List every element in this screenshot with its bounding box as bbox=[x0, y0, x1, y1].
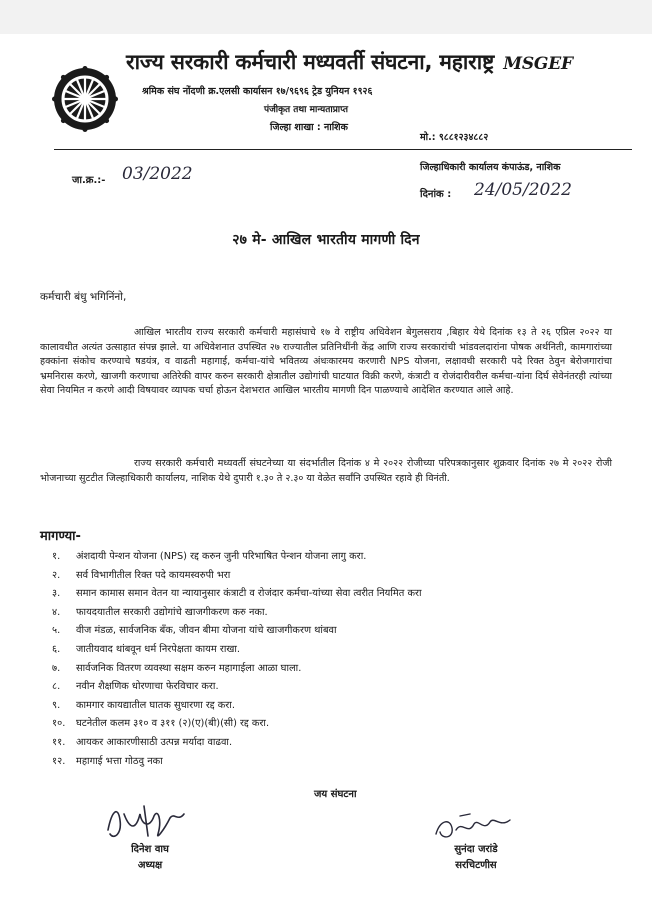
demand-number: ३. bbox=[52, 588, 61, 600]
letter-page bbox=[0, 34, 652, 905]
salutation: कर्मचारी बंधु भगिनिंनो, bbox=[40, 291, 127, 303]
demand-number: ६. bbox=[52, 643, 61, 655]
registration-line: श्रमिक संघ नोंदणी क्र.एलसी कार्यासन १७/९६९६ ट्रेड युनियन १९२६ bbox=[142, 86, 373, 97]
demand-item bbox=[52, 716, 422, 735]
demand-number: २. bbox=[52, 569, 61, 581]
reference-label: जा.क्र.:- bbox=[72, 175, 106, 186]
org-name bbox=[126, 48, 573, 76]
demand-text: अंशदायी पेन्शन योजना (NPS) रद्द करुन जुनी परिभाषित पेन्शन योजना लागु करा. bbox=[76, 551, 367, 562]
signature-left bbox=[100, 800, 210, 844]
demand-item bbox=[52, 642, 422, 661]
demand-number: १२. bbox=[52, 755, 66, 767]
demand-text: आयकर आकारणीसाठी उत्पन्न मर्यादा वाढवा. bbox=[76, 736, 233, 748]
office-address: जिल्हाधिकारी कार्यालय कंपाऊंड, नाशिक bbox=[420, 162, 561, 173]
demand-item bbox=[52, 679, 422, 698]
demand-text: वीज मंडळ, सार्वजनिक बँक, जीवन बीमा योजना यांचे खाजगीकरण थांबवा bbox=[76, 625, 337, 637]
org-name-text: राज्य सरकारी कर्मचारी मध्यवर्ती संघटना, महाराष्ट्र bbox=[126, 50, 495, 74]
president-name: दिनेश वाघ bbox=[131, 844, 169, 855]
body-paragraph: आखिल भारतीय राज्य सरकारी कर्मचारी महासंघाचे १७ वे राष्ट्रीय अधिवेशन बेगुलसराय ,बिहार येथे दिनांक १३ ते २६ एप्रिल २०२२ या कालावधीत अत्यंत उत्साहात संपन्न झाले. या अधिवेशनात उपस्थित २७ राज्यातील प्रतिनिधींनी केंद्र आणि राज्य सरकारांची भांडवलदारांना पोषक अर्थनिती, कामगारांच्या हक्कांना संकोच करण्याचे षडयंत्र, व वाढती महागाई, कर्मचा-यांचे भवितव्य अंधःकारमय करणारी NPS योजना, लक्षावधी सरकारी पदे रिक्त ठेवुन बेरोजगारांचा भ्रमनिरास करणे, खाजगी करणाचा अतिरेकी वापर करुन सरकारी क्षेत्रातील उद्योगांची घाटयात विक्री करणे, कंत्राटी व रोजंदारीवरील कर्मचा-यांना दिर्घ सेवेनंतरही त्यांच्या सेवा नियमित न करणे आदी विषयावर व्यापक चर्चा होऊन देशभरात आखिल भारतीय मागणी दिन पाळण्याचे आदेशित करण्यात आले आहे. bbox=[40, 327, 612, 396]
demand-text: जातीयवाद थांबवून धर्म निरपेक्षता कायम राखा. bbox=[76, 643, 241, 655]
affiliation-line: पंजीकृत तथा मान्यताप्राप्त bbox=[264, 105, 349, 115]
demand-number: १०. bbox=[52, 718, 66, 730]
demand-text: महागाई भत्ता गोठवु नका bbox=[76, 755, 163, 767]
demand-item bbox=[52, 735, 422, 754]
demands-heading: मागण्या- bbox=[40, 529, 81, 544]
demand-number: ११. bbox=[52, 736, 66, 748]
secretary-block bbox=[416, 842, 536, 874]
body-paragraph: राज्य सरकारी कर्मचारी मध्यवर्ती संघटनेच्या या संदर्भातील दिनांक ४ मे २०२२ रोजीच्या परिपत्रकानुसार शुक्रवार दिनांक २७ मे २०२२ रोजी भोजनाच्या सुटटीत जिल्हाधिकारी कार्यालय, नाशिक येथे दुपारी १.३० ते २.३० या वेळेत सर्वांनि उपस्थित रहावे ही विनंती. bbox=[40, 458, 612, 484]
demand-item bbox=[52, 661, 422, 680]
demand-text: घटनेतील कलम ३१० व ३११ (२)(ए)(बी)(सी) रद्द करा. bbox=[76, 718, 270, 730]
demand-item bbox=[52, 549, 422, 568]
demand-item bbox=[52, 623, 422, 642]
demand-text: फायदयातील सरकारी उद्योगांचे खाजगीकरण करु नका. bbox=[76, 606, 268, 618]
wheel-emblem-icon bbox=[52, 66, 118, 132]
secretary-name: सुनंदा जरांडे bbox=[454, 844, 498, 855]
president-role: अध्यक्ष bbox=[137, 860, 163, 871]
signature-right bbox=[430, 810, 520, 846]
letterhead-divider bbox=[54, 149, 632, 150]
demand-number: ८. bbox=[52, 681, 61, 693]
date-label: दिनांक : bbox=[420, 189, 452, 200]
demand-number: १. bbox=[52, 551, 61, 562]
demand-number: ७. bbox=[52, 662, 61, 674]
branch-line: जिल्हा शाखा : नाशिक bbox=[270, 122, 348, 133]
document-title: २७ मे- आखिल भारतीय मागणी दिन bbox=[232, 232, 420, 248]
demand-number: ४. bbox=[52, 606, 61, 618]
letter-date: 24/05/2022 bbox=[474, 180, 572, 200]
reference-number: 03/2022 bbox=[122, 164, 193, 184]
demand-text: समान कामास समान वेतन या न्यायानुसार कंत्राटी व रोजंदार कर्मचा-यांच्या सेवा त्वरीत नियमित करा bbox=[76, 588, 422, 600]
demand-item bbox=[52, 754, 422, 773]
demand-text: सर्व विभागीतील रिक्त पदे कायमस्वरुपी भरा bbox=[76, 569, 231, 581]
demand-list bbox=[52, 549, 422, 772]
mobile-number: मो.: ९८८१२३४८८२ bbox=[420, 132, 489, 143]
demand-text: कामगार कायद्यातील घातक सुधारणा रद्द करा. bbox=[76, 699, 235, 711]
president-block bbox=[110, 842, 190, 874]
demand-number: ५. bbox=[52, 625, 61, 637]
demand-number: ९. bbox=[52, 699, 61, 711]
demand-text: सार्वजनिक वितरण व्यवस्था सक्षम करुन महागाईला आळा घाला. bbox=[76, 662, 302, 674]
slogan: जय संघटना bbox=[314, 789, 357, 800]
demand-text: नवीन शैक्षणिक धोरणाचा फेरविचार करा. bbox=[76, 681, 219, 693]
demand-item bbox=[52, 698, 422, 717]
demand-item bbox=[52, 605, 422, 624]
demand-item bbox=[52, 586, 422, 605]
org-abbr: MSGEF bbox=[503, 54, 573, 74]
demand-item bbox=[52, 568, 422, 587]
secretary-role: सरचिटणीस bbox=[455, 860, 497, 871]
